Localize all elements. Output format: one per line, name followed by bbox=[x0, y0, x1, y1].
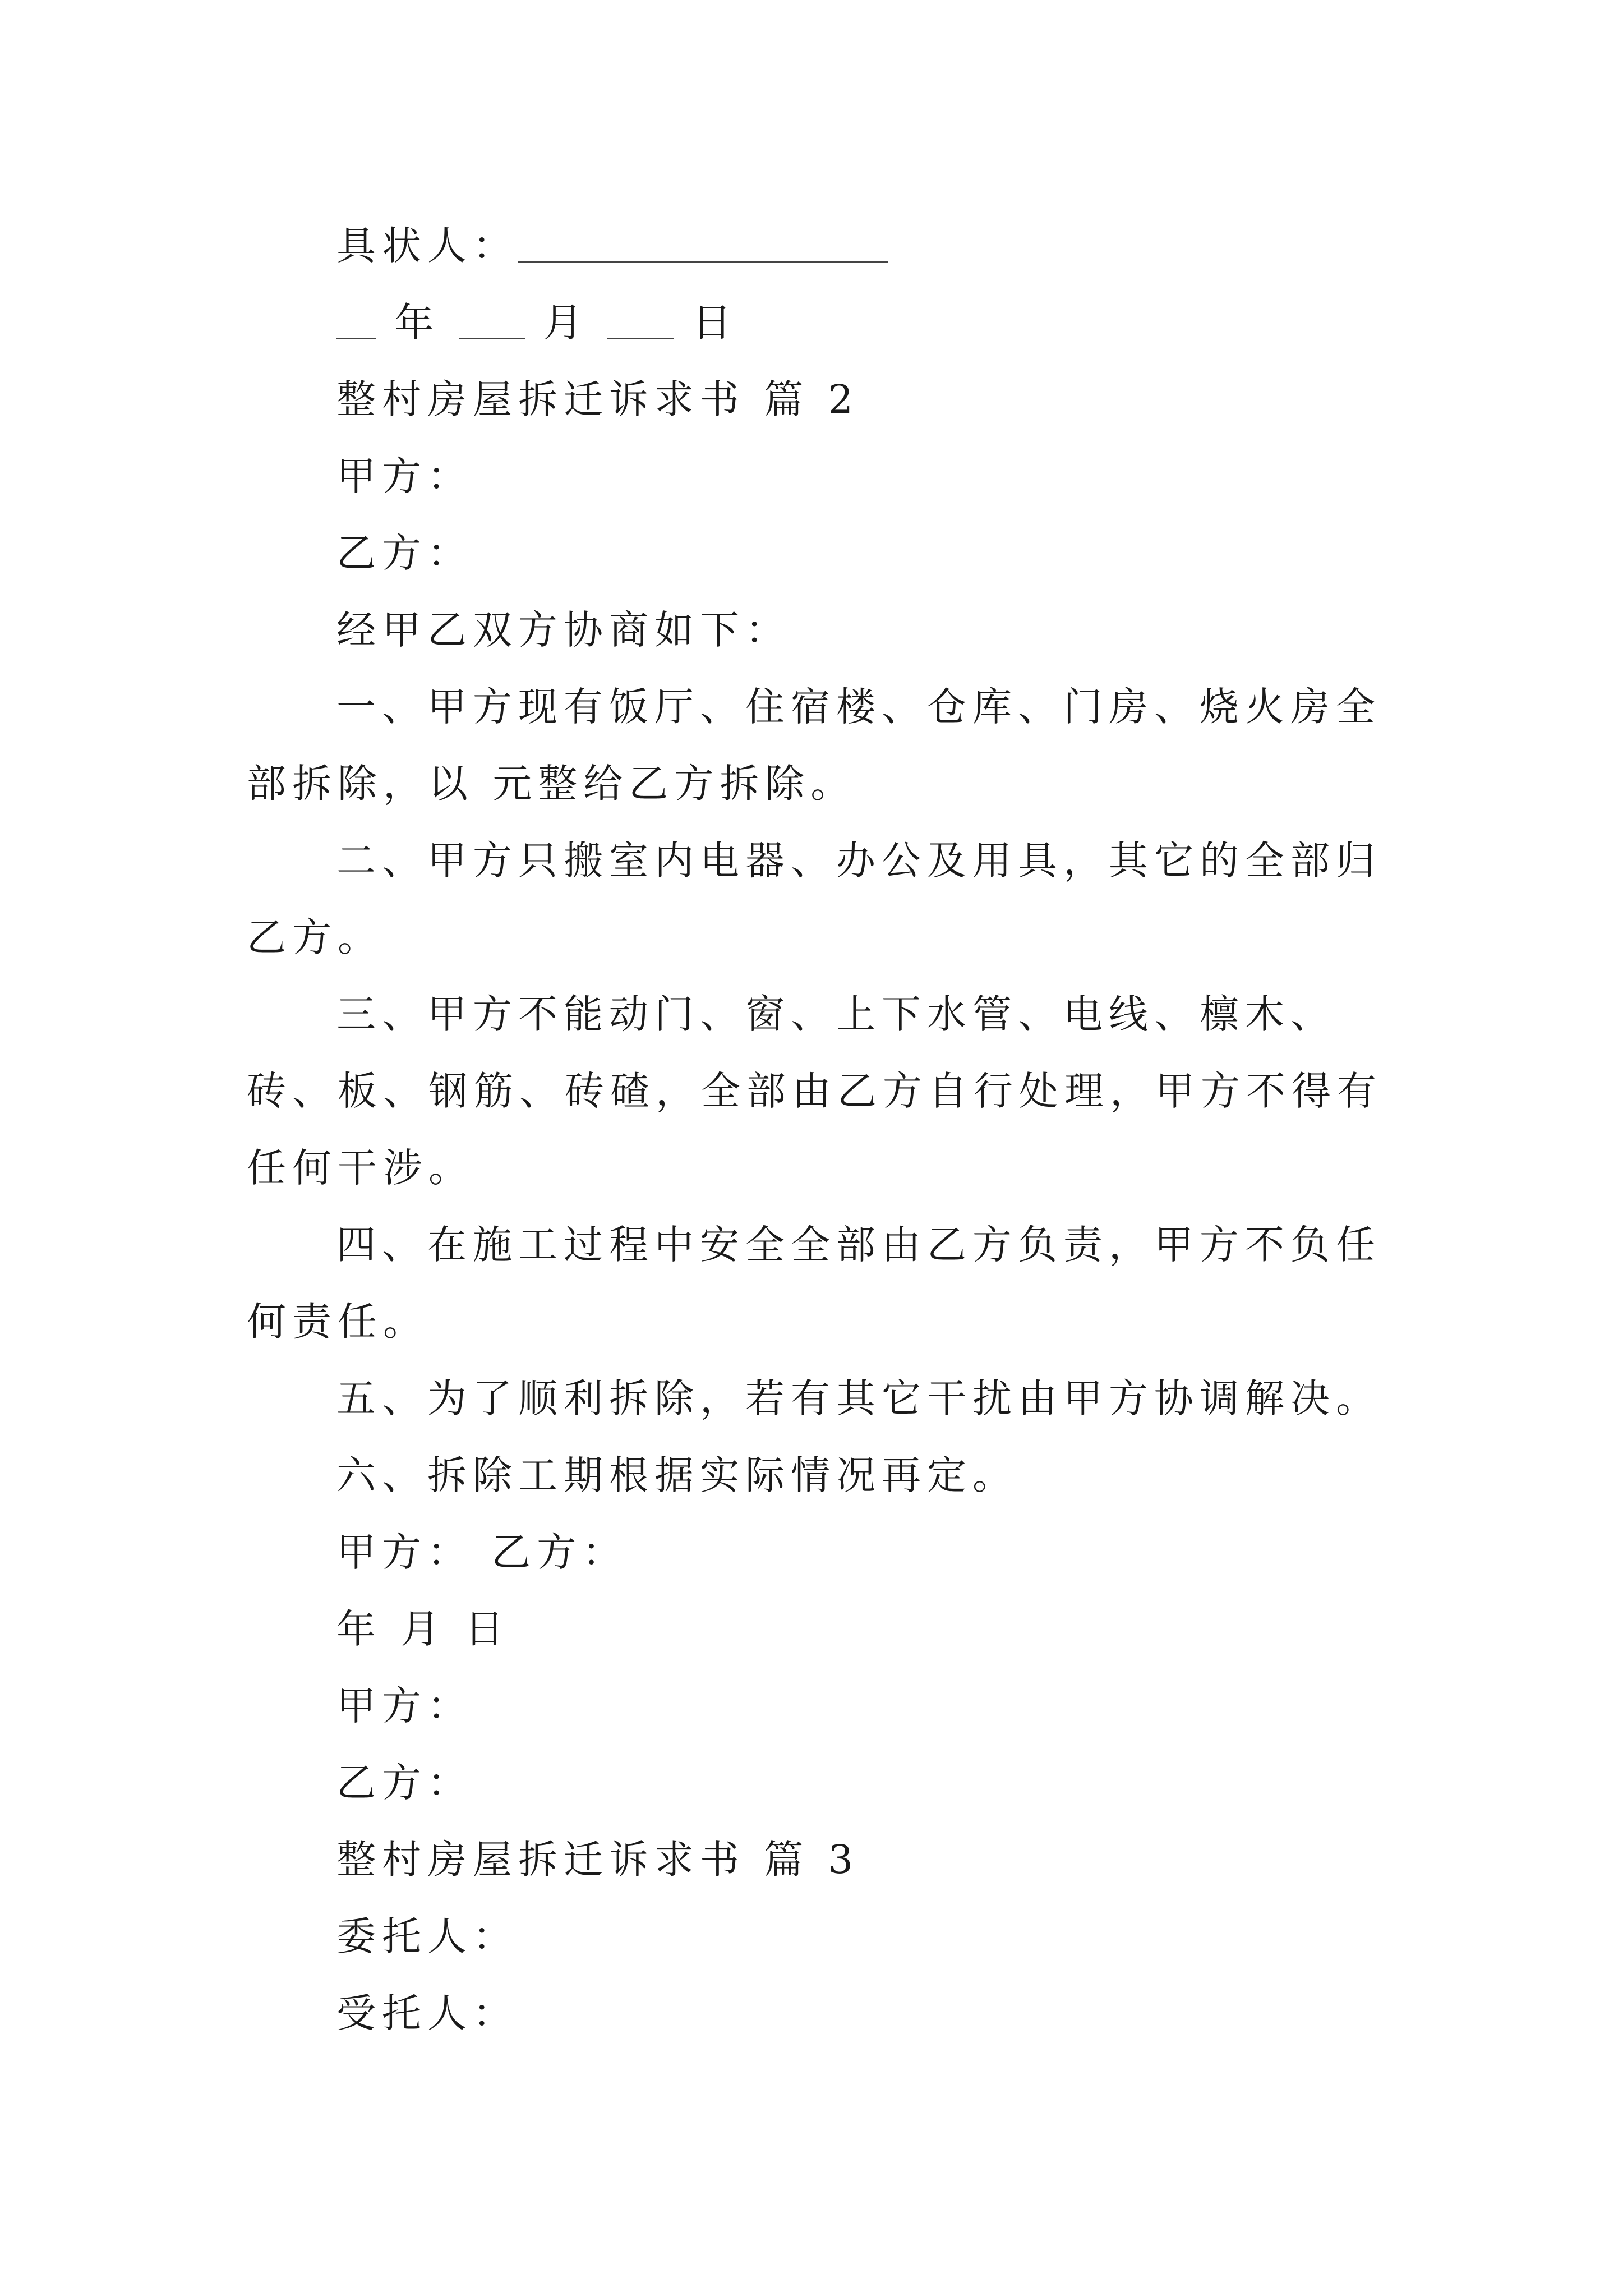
party-a-label: 甲方： bbox=[336, 453, 473, 499]
clause-2: 二、甲方只搬室内电器、办公及用具，其它的全部归乙方。 bbox=[247, 838, 1381, 960]
day-blank bbox=[607, 304, 674, 339]
clause-3: 三、甲方不能动门、窗、上下水管、电线、檩木、砖、板、钢筋、砖碴，全部由乙方自行处理，甲方不得有任何干涉。 bbox=[247, 991, 1382, 1191]
signature-date-line: 年 月 日 bbox=[336, 1606, 510, 1652]
section3-title: 整村房屋拆迁诉求书 篇 3 bbox=[336, 1837, 860, 1883]
agreement-intro: 经甲乙双方协商如下： bbox=[336, 607, 791, 653]
day-label: 日 bbox=[692, 300, 738, 346]
section2-title: 整村房屋拆迁诉求书 篇 2 bbox=[336, 376, 860, 422]
clause-6: 六、拆除工期根据实际情况再定。 bbox=[336, 1452, 1018, 1498]
agent-label: 受托人： bbox=[336, 1990, 518, 2036]
signer-label: 具状人： bbox=[336, 223, 518, 269]
month-blank bbox=[459, 304, 525, 339]
clause-4: 四、在施工过程中安全全部由乙方负责，甲方不负任何责任。 bbox=[247, 1222, 1381, 1345]
signer-blank bbox=[518, 227, 888, 263]
year-label: 年 bbox=[394, 300, 440, 346]
signature-line: 甲方： 乙方： bbox=[336, 1529, 628, 1575]
party-b-label-2: 乙方： bbox=[336, 1760, 473, 1806]
principal-label: 委托人： bbox=[336, 1913, 518, 1959]
party-b-label: 乙方： bbox=[336, 530, 473, 576]
document-body bbox=[247, 208, 1391, 2052]
header-date-line bbox=[247, 284, 1391, 361]
clause-5: 五、为了顺利拆除，若有其它干扰由甲方协调解决。 bbox=[336, 1375, 1381, 1421]
year-blank bbox=[336, 304, 376, 339]
party-a-label-2: 甲方： bbox=[336, 1683, 473, 1729]
clause-1: 一、甲方现有饭厅、住宿楼、仓库、门房、烧火房全部拆除，以 元整给乙方拆除。 bbox=[247, 684, 1381, 807]
signer-line bbox=[247, 208, 1391, 284]
month-label: 月 bbox=[543, 300, 589, 346]
